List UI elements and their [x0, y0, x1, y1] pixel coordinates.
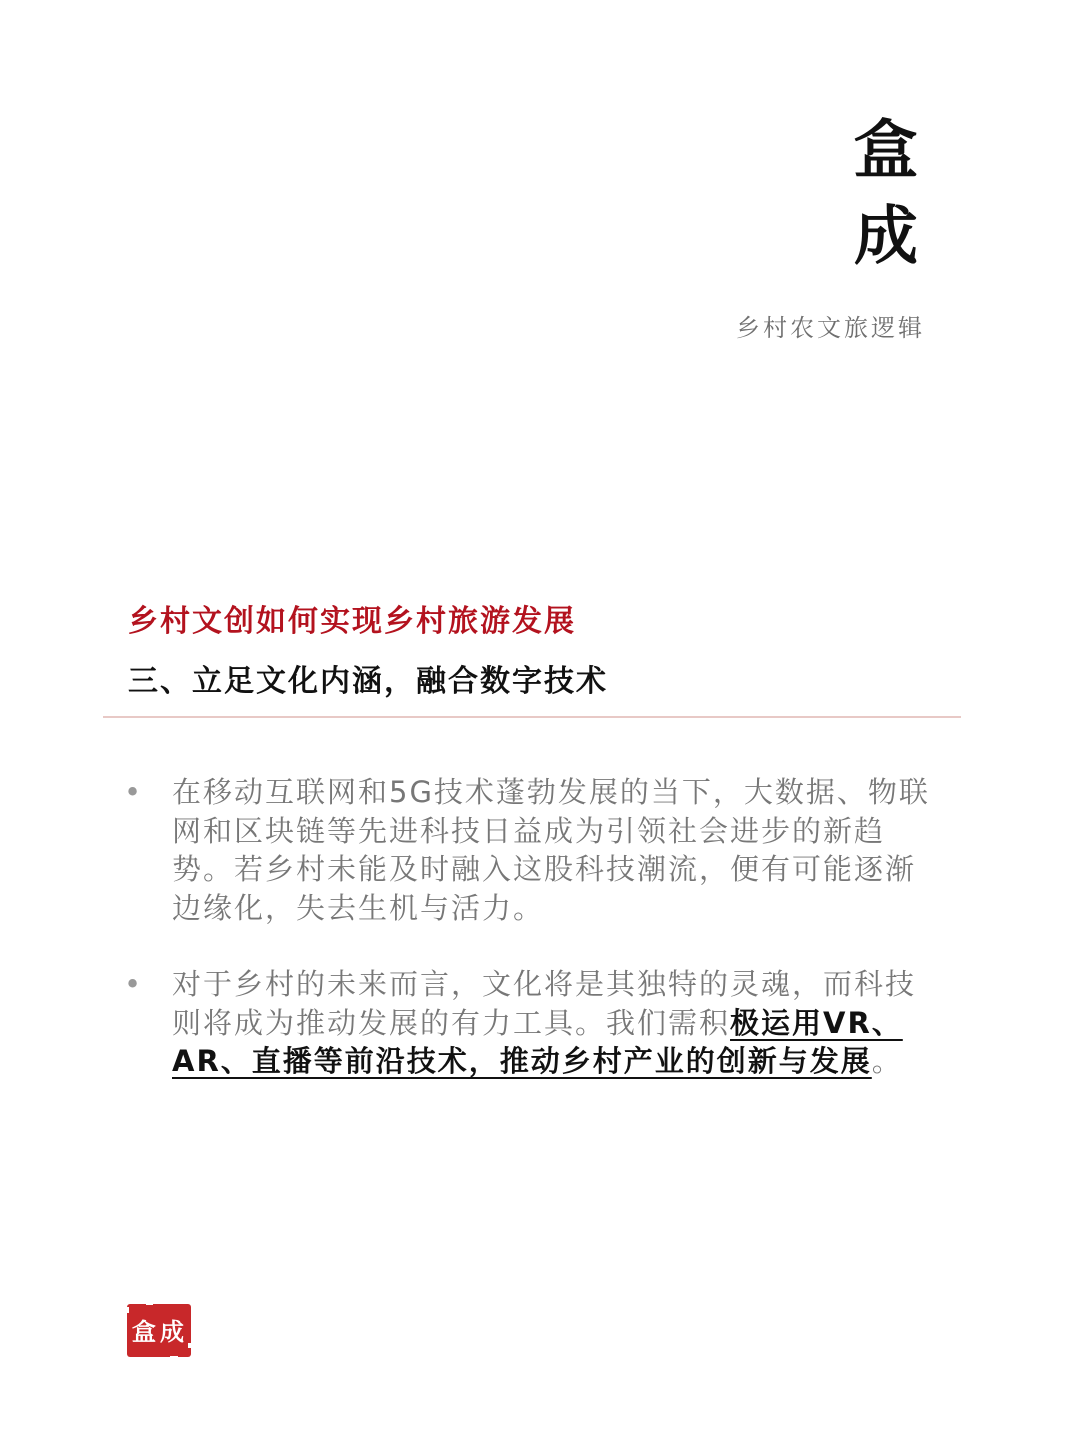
bullet-text-lead: 对于乡村的未来而言，文化将是其独特的灵魂，而科技则将成为推动发展的有力工具。我们需积 [172, 967, 917, 1040]
brand-tagline: 乡村农文旅逻辑 [736, 314, 925, 342]
bullet-text [172, 965, 944, 1081]
bullet-text: 在移动互联网和5G技术蓬勃发展的当下，大数据、物联网和区块链等先进科技日益成为引领社会进步的新趋势。若乡村未能及时融入这股科技潮流，便有可能逐渐边缘化，失去生机与活力。 [172, 775, 930, 925]
series-title: 乡村文创如何实现乡村旅游发展 [128, 604, 576, 639]
bullet-text-emphasis: 极运用VR、AR、直播等前沿技术，推动乡村产业的创新与发展 [172, 1005, 903, 1078]
brand-char-1: 盒 [854, 113, 918, 188]
bullet-item-1 [124, 773, 944, 927]
section-title: 三、立足文化内涵，融合数字技术 [128, 664, 608, 699]
brand-vertical-title [846, 108, 926, 280]
bullet-marker: • [124, 775, 144, 809]
divider [103, 716, 961, 718]
bullet-marker: • [124, 967, 144, 1001]
bullet-text-tail: 。 [871, 1044, 903, 1078]
bullet-item-2 [124, 965, 944, 1081]
svg-text:盒: 盒 [132, 1317, 156, 1346]
seal-stamp-logo [126, 1303, 192, 1358]
brand-char-2: 成 [854, 199, 918, 274]
svg-text:成: 成 [160, 1317, 184, 1346]
